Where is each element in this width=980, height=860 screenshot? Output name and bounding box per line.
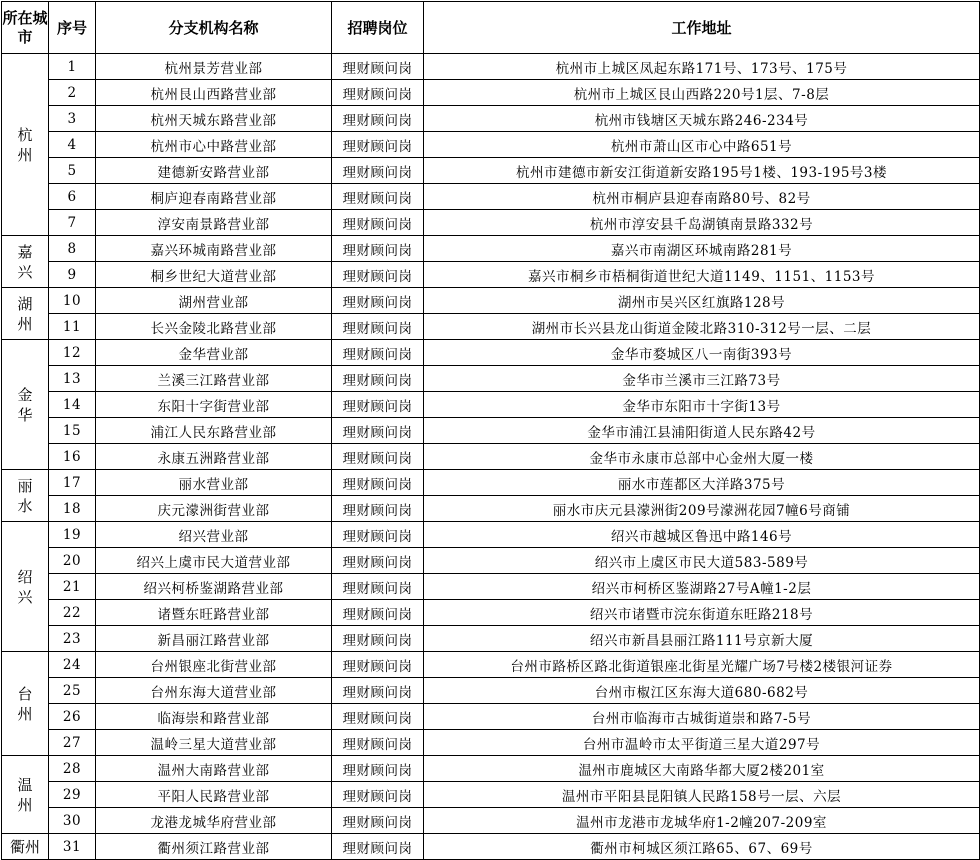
branch-name-cell: 杭州艮山西路营业部: [96, 80, 332, 106]
branch-name-cell: 金华营业部: [96, 340, 332, 366]
row-number-cell: 13: [49, 366, 96, 392]
branch-name-cell: 绍兴营业部: [96, 522, 332, 548]
recruitment-table: [1, 1, 980, 860]
position-cell: 理财顾问岗: [332, 626, 424, 652]
position-cell: 理财顾问岗: [332, 704, 424, 730]
address-cell: 杭州市淳安县千岛湖镇南景路332号: [424, 210, 980, 236]
position-cell: 理财顾问岗: [332, 730, 424, 756]
row-number-cell: 31: [49, 834, 96, 860]
row-number-cell: 14: [49, 392, 96, 418]
address-cell: 温州市龙港市龙城华府1-2幢207-209室: [424, 808, 980, 834]
row-number-cell: 8: [49, 236, 96, 262]
row-number-cell: 21: [49, 574, 96, 600]
row-number-cell: 4: [49, 132, 96, 158]
branch-name-cell: 衢州须江路营业部: [96, 834, 332, 860]
branch-name-cell: 建德新安路营业部: [96, 158, 332, 184]
header-city: 所在城市: [2, 2, 49, 54]
position-cell: 理财顾问岗: [332, 106, 424, 132]
row-number-cell: 25: [49, 678, 96, 704]
branch-name-cell: 湖州营业部: [96, 288, 332, 314]
city-cell: [2, 470, 49, 522]
address-cell: 台州市路桥区路北街道银座北街星光耀广场7号楼2楼银河证券: [424, 652, 980, 678]
branch-name-cell: 嘉兴环城南路营业部: [96, 236, 332, 262]
branch-name-cell: 东阳十字街营业部: [96, 392, 332, 418]
table-row: [2, 288, 980, 314]
table-row: [2, 132, 980, 158]
address-cell: 杭州市桐庐县迎春南路80号、82号: [424, 184, 980, 210]
row-number-cell: 2: [49, 80, 96, 106]
table-row: [2, 340, 980, 366]
row-number-cell: 12: [49, 340, 96, 366]
position-cell: 理财顾问岗: [332, 210, 424, 236]
table-row: [2, 496, 980, 522]
address-cell: 温州市平阳县昆阳镇人民路158号一层、六层: [424, 782, 980, 808]
city-cell: [2, 236, 49, 288]
address-cell: 绍兴市诸暨市浣东街道东旺路218号: [424, 600, 980, 626]
row-number-cell: 11: [49, 314, 96, 340]
row-number-cell: 5: [49, 158, 96, 184]
branch-name-cell: 长兴金陵北路营业部: [96, 314, 332, 340]
address-cell: 金华市婺城区八一南街393号: [424, 340, 980, 366]
address-cell: 绍兴市柯桥区鉴湖路27号A幢1-2层: [424, 574, 980, 600]
city-label: 绍兴: [17, 567, 33, 606]
position-cell: 理财顾问岗: [332, 184, 424, 210]
address-cell: 绍兴市越城区鲁迅中路146号: [424, 522, 980, 548]
table-body: [2, 54, 980, 860]
row-number-cell: 7: [49, 210, 96, 236]
row-number-cell: 23: [49, 626, 96, 652]
city-label: 湖州: [17, 294, 33, 333]
city-cell: [2, 340, 49, 470]
row-number-cell: 6: [49, 184, 96, 210]
branch-name-cell: 杭州景芳营业部: [96, 54, 332, 80]
row-number-cell: 20: [49, 548, 96, 574]
address-cell: 嘉兴市桐乡市梧桐街道世纪大道1149、1151、1153号: [424, 262, 980, 288]
position-cell: 理财顾问岗: [332, 314, 424, 340]
table-row: [2, 626, 980, 652]
table-row: [2, 158, 980, 184]
branch-name-cell: 淳安南景路营业部: [96, 210, 332, 236]
row-number-cell: 16: [49, 444, 96, 470]
city-label: 杭州: [17, 125, 33, 164]
address-cell: 湖州市长兴县龙山街道金陵北路310-312号一层、二层: [424, 314, 980, 340]
position-cell: 理财顾问岗: [332, 548, 424, 574]
address-cell: 杭州市建德市新安江街道新安路195号1楼、193-195号3楼: [424, 158, 980, 184]
table-row: [2, 80, 980, 106]
position-cell: 理财顾问岗: [332, 288, 424, 314]
branch-name-cell: 绍兴柯桥鉴湖路营业部: [96, 574, 332, 600]
address-cell: 绍兴市上虞区市民大道583-589号: [424, 548, 980, 574]
position-cell: 理财顾问岗: [332, 444, 424, 470]
position-cell: 理财顾问岗: [332, 132, 424, 158]
city-cell: [2, 54, 49, 236]
table-row: [2, 782, 980, 808]
address-cell: 金华市永康市总部中心金州大厦一楼: [424, 444, 980, 470]
table-row: [2, 704, 980, 730]
position-cell: 理财顾问岗: [332, 366, 424, 392]
city-cell: [2, 834, 49, 860]
header-no: 序号: [49, 2, 96, 54]
city-label: 衢州: [9, 837, 40, 856]
header-address: 工作地址: [424, 2, 980, 54]
city-label: 金华: [17, 385, 33, 424]
address-cell: 台州市椒江区东海大道680-682号: [424, 678, 980, 704]
address-cell: 金华市东阳市十字街13号: [424, 392, 980, 418]
position-cell: 理财顾问岗: [332, 158, 424, 184]
address-cell: 台州市温岭市太平街道三星大道297号: [424, 730, 980, 756]
city-cell: [2, 652, 49, 756]
position-cell: 理财顾问岗: [332, 678, 424, 704]
row-number-cell: 27: [49, 730, 96, 756]
position-cell: 理财顾问岗: [332, 782, 424, 808]
table-row: [2, 470, 980, 496]
header-branch: 分支机构名称: [96, 2, 332, 54]
address-cell: 湖州市吴兴区红旗路128号: [424, 288, 980, 314]
row-number-cell: 22: [49, 600, 96, 626]
row-number-cell: 18: [49, 496, 96, 522]
table-row: [2, 444, 980, 470]
table-row: [2, 652, 980, 678]
position-cell: 理财顾问岗: [332, 262, 424, 288]
branch-name-cell: 丽水营业部: [96, 470, 332, 496]
row-number-cell: 3: [49, 106, 96, 132]
row-number-cell: 1: [49, 54, 96, 80]
branch-name-cell: 龙港龙城华府营业部: [96, 808, 332, 834]
city-label: 丽水: [17, 476, 33, 515]
table-row: [2, 366, 980, 392]
branch-name-cell: 新昌丽江路营业部: [96, 626, 332, 652]
row-number-cell: 10: [49, 288, 96, 314]
position-cell: 理财顾问岗: [332, 808, 424, 834]
table-row: [2, 834, 980, 860]
position-cell: 理财顾问岗: [332, 600, 424, 626]
address-cell: 杭州市上城区艮山西路220号1层、7-8层: [424, 80, 980, 106]
address-cell: 杭州市萧山区市心中路651号: [424, 132, 980, 158]
table-row: [2, 392, 980, 418]
branch-name-cell: 杭州天城东路营业部: [96, 106, 332, 132]
position-cell: 理财顾问岗: [332, 496, 424, 522]
table-row: [2, 184, 980, 210]
table-row: [2, 522, 980, 548]
row-number-cell: 17: [49, 470, 96, 496]
branch-name-cell: 绍兴上虞市民大道营业部: [96, 548, 332, 574]
table-row: [2, 418, 980, 444]
position-cell: 理财顾问岗: [332, 756, 424, 782]
city-cell: [2, 522, 49, 652]
position-cell: 理财顾问岗: [332, 54, 424, 80]
address-cell: 嘉兴市南湖区环城南路281号: [424, 236, 980, 262]
branch-name-cell: 温州大南路营业部: [96, 756, 332, 782]
position-cell: 理财顾问岗: [332, 652, 424, 678]
city-label: 台州: [17, 684, 33, 723]
table-row: [2, 210, 980, 236]
branch-name-cell: 临海崇和路营业部: [96, 704, 332, 730]
position-cell: 理财顾问岗: [332, 392, 424, 418]
table-row: [2, 756, 980, 782]
row-number-cell: 9: [49, 262, 96, 288]
branch-name-cell: 桐庐迎春南路营业部: [96, 184, 332, 210]
row-number-cell: 28: [49, 756, 96, 782]
position-cell: 理财顾问岗: [332, 80, 424, 106]
table-row: [2, 574, 980, 600]
header-position: 招聘岗位: [332, 2, 424, 54]
branch-name-cell: 诸暨东旺路营业部: [96, 600, 332, 626]
table-row: [2, 548, 980, 574]
address-cell: 台州市临海市古城街道崇和路7-5号: [424, 704, 980, 730]
branch-name-cell: 浦江人民东路营业部: [96, 418, 332, 444]
address-cell: 金华市浦江县浦阳街道人民东路42号: [424, 418, 980, 444]
address-cell: 温州市鹿城区大南路华都大厦2楼201室: [424, 756, 980, 782]
city-label: 温州: [17, 775, 33, 814]
branch-name-cell: 台州东海大道营业部: [96, 678, 332, 704]
position-cell: 理财顾问岗: [332, 418, 424, 444]
branch-name-cell: 台州银座北街营业部: [96, 652, 332, 678]
row-number-cell: 26: [49, 704, 96, 730]
row-number-cell: 24: [49, 652, 96, 678]
table-row: [2, 314, 980, 340]
branch-name-cell: 庆元濛洲街营业部: [96, 496, 332, 522]
table-row: [2, 262, 980, 288]
address-cell: 金华市兰溪市三江路73号: [424, 366, 980, 392]
city-label: 嘉兴: [17, 242, 33, 281]
branch-name-cell: 平阳人民路营业部: [96, 782, 332, 808]
position-cell: 理财顾问岗: [332, 574, 424, 600]
row-number-cell: 29: [49, 782, 96, 808]
table-row: [2, 808, 980, 834]
address-cell: 丽水市莲都区大洋路375号: [424, 470, 980, 496]
branch-name-cell: 桐乡世纪大道营业部: [96, 262, 332, 288]
branch-name-cell: 杭州市心中路营业部: [96, 132, 332, 158]
table-row: [2, 600, 980, 626]
address-cell: 绍兴市新昌县丽江路111号京新大厦: [424, 626, 980, 652]
row-number-cell: 19: [49, 522, 96, 548]
header-row: [2, 2, 980, 54]
position-cell: 理财顾问岗: [332, 470, 424, 496]
row-number-cell: 30: [49, 808, 96, 834]
branch-name-cell: 永康五洲路营业部: [96, 444, 332, 470]
row-number-cell: 15: [49, 418, 96, 444]
branch-name-cell: 温岭三星大道营业部: [96, 730, 332, 756]
position-cell: 理财顾问岗: [332, 522, 424, 548]
address-cell: 衢州市柯城区须江路65、67、69号: [424, 834, 980, 860]
table-row: [2, 678, 980, 704]
table-row: [2, 54, 980, 80]
address-cell: 杭州市钱塘区天城东路246-234号: [424, 106, 980, 132]
branch-name-cell: 兰溪三江路营业部: [96, 366, 332, 392]
table-row: [2, 106, 980, 132]
position-cell: 理财顾问岗: [332, 834, 424, 860]
position-cell: 理财顾问岗: [332, 236, 424, 262]
position-cell: 理财顾问岗: [332, 340, 424, 366]
address-cell: 杭州市上城区凤起东路171号、173号、175号: [424, 54, 980, 80]
address-cell: 丽水市庆元县濛洲街209号濛洲花园7幢6号商铺: [424, 496, 980, 522]
table-row: [2, 730, 980, 756]
city-cell: [2, 288, 49, 340]
city-cell: [2, 756, 49, 834]
table-row: [2, 236, 980, 262]
